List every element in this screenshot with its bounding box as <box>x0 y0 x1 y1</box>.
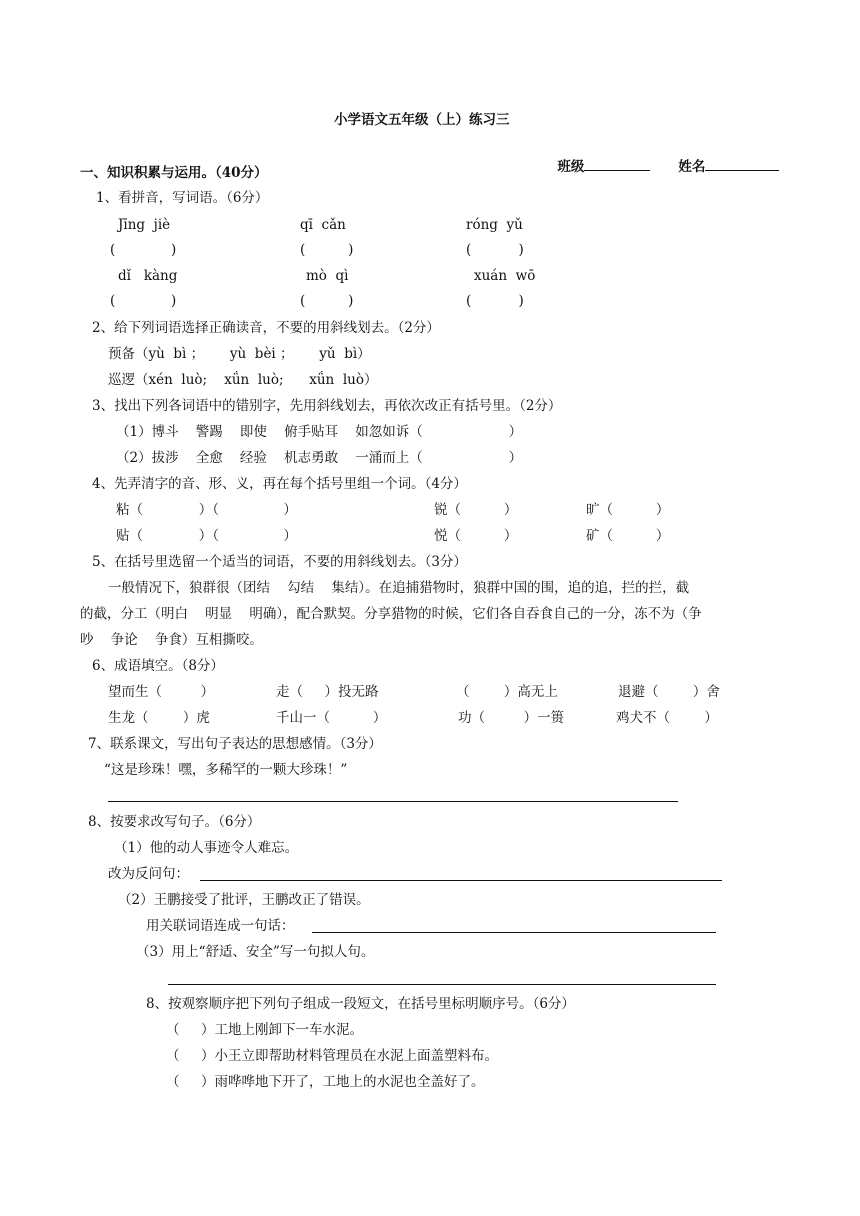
q8-sentence-2: （2）王鹏接受了批评，王鹏改正了错误。 <box>118 892 370 908</box>
q5-title: 5、在括号里选留一个适当的词语，不要的用斜线划去。（3分） <box>92 554 467 570</box>
q4-item[interactable]: 贴（ ）（ ） <box>116 528 297 544</box>
answer-blank[interactable]: ( ) <box>300 293 354 309</box>
order-item[interactable]: （ ）雨哗哗地下开了，工地上的水泥也全盖好了。 <box>166 1074 485 1090</box>
q4-item[interactable]: 旷（ ） <box>586 502 670 518</box>
q2-title: 2、给下列词语选择正确读音，不要的用斜线划去。（2分） <box>92 320 440 336</box>
idiom-item[interactable]: 千山一（ ） <box>276 710 387 726</box>
q4-item[interactable]: 粘（ ）（ ） <box>116 502 297 518</box>
page-title: 小学语文五年级（上）练习三 <box>334 112 510 128</box>
q3-line-1[interactable]: （1）博斗 警踢 即使 俯手贴耳 如忽如诉（ ） <box>116 424 523 440</box>
order-item[interactable]: （ ）小王立即帮助材料管理员在水泥上面盖塑料布。 <box>166 1048 498 1064</box>
q2-line-1[interactable]: 预备（yù bì ； yù bèi ； yǔ bì） <box>108 346 371 362</box>
section-heading: 一、知识积累与运用。（40分） <box>80 165 268 181</box>
class-label: 班级 <box>557 159 585 175</box>
idiom-item[interactable]: 生龙（ ）虎 <box>108 710 210 726</box>
q8-prompt-1: 改为反问句： <box>108 866 189 882</box>
q4-item[interactable]: 矿（ ） <box>586 528 670 544</box>
answer-blank[interactable]: ( ) <box>110 293 177 309</box>
pinyin-5: mò qì <box>306 268 349 284</box>
answer-line[interactable] <box>312 932 716 933</box>
answer-line[interactable] <box>200 880 722 881</box>
idiom-item[interactable]: 望而生（ ） <box>108 684 215 700</box>
name-blank[interactable] <box>705 156 779 171</box>
q8-prompt-2: 用关联词语连成一句话： <box>146 918 295 934</box>
q4-title: 4、先弄清字的音、形、义，再在每个括号里组一个词。（4分） <box>92 476 467 492</box>
q5-passage-line[interactable]: 的截，分工（明白 明显 明确），配合默契。分享猎物的时候，它们各自吞食自己的一分，冻不为（争 <box>80 606 702 622</box>
q6-title: 6、成语填空。（8分） <box>92 658 224 674</box>
q9-title: 8、按观察顺序把下列句子组成一段短文，在括号里标明顺序号。（6分） <box>146 996 575 1012</box>
q8-title: 8、按要求改写句子。（6分） <box>88 814 261 830</box>
answer-blank[interactable]: ( ) <box>466 293 524 309</box>
q5-passage-line[interactable]: 一般情况下，狼群很（团结 勾结 集结）。在追捕猎物时，狼群中国的围，追的追，拦的拦，截 <box>108 580 690 596</box>
idiom-item[interactable]: （ ）高无上 <box>456 684 558 700</box>
class-blank[interactable] <box>584 156 650 171</box>
q4-item[interactable]: 锐（ ） <box>434 502 518 518</box>
q3-title: 3、找出下列各词语中的错别字，先用斜线划去，再依次改正有括号里。（2分） <box>92 398 562 414</box>
class-field <box>548 138 650 176</box>
answer-line[interactable] <box>168 984 716 985</box>
order-item[interactable]: （ ）工地上刚卸下一车水泥。 <box>166 1022 363 1038</box>
idiom-item[interactable]: 走（ ）投无路 <box>276 684 379 700</box>
q8-sentence-1: （1）他的动人事迹令人难忘。 <box>114 840 299 856</box>
q4-item[interactable]: 悦（ ） <box>434 528 518 544</box>
idiom-item[interactable]: 鸡犬不（ ） <box>616 710 718 726</box>
answer-blank[interactable]: ( ) <box>110 242 177 258</box>
q5-passage-line[interactable]: 吵 争论 争食）互相撕咬。 <box>80 632 263 648</box>
answer-blank[interactable]: ( ) <box>466 242 524 258</box>
idiom-item[interactable]: 退避（ ）舍 <box>618 684 720 700</box>
answer-line[interactable] <box>108 801 678 802</box>
q2-line-2[interactable]: 巡逻（xén luò; xǘn luò; xǘn luò） <box>108 372 378 388</box>
pinyin-2: qī cǎn <box>300 217 346 233</box>
answer-blank[interactable]: ( ) <box>300 242 354 258</box>
pinyin-1: Jīng jiè <box>118 217 171 233</box>
pinyin-4: dǐ kàng <box>118 268 178 284</box>
q1-title: 1、看拼音，写词语。（6分） <box>96 190 269 206</box>
q3-line-2[interactable]: （2）拔涉 全愈 经验 机志勇敢 一涌而上（ ） <box>116 450 523 466</box>
q7-quote: “这是珍珠！嘿，多稀罕的一颗大珍珠！” <box>104 762 348 778</box>
name-label: 姓名 <box>678 159 706 175</box>
idiom-item[interactable]: 功（ ）一篑 <box>458 710 565 726</box>
q8-sentence-3: （3）用上“舒适、安全”写一句拟人句。 <box>136 944 375 960</box>
pinyin-3: róng yǔ <box>466 217 523 233</box>
name-field <box>669 138 779 176</box>
q7-title: 7、联系课文，写出句子表达的思想感情。（3分） <box>88 736 382 752</box>
pinyin-6: xuán wō <box>474 268 536 284</box>
